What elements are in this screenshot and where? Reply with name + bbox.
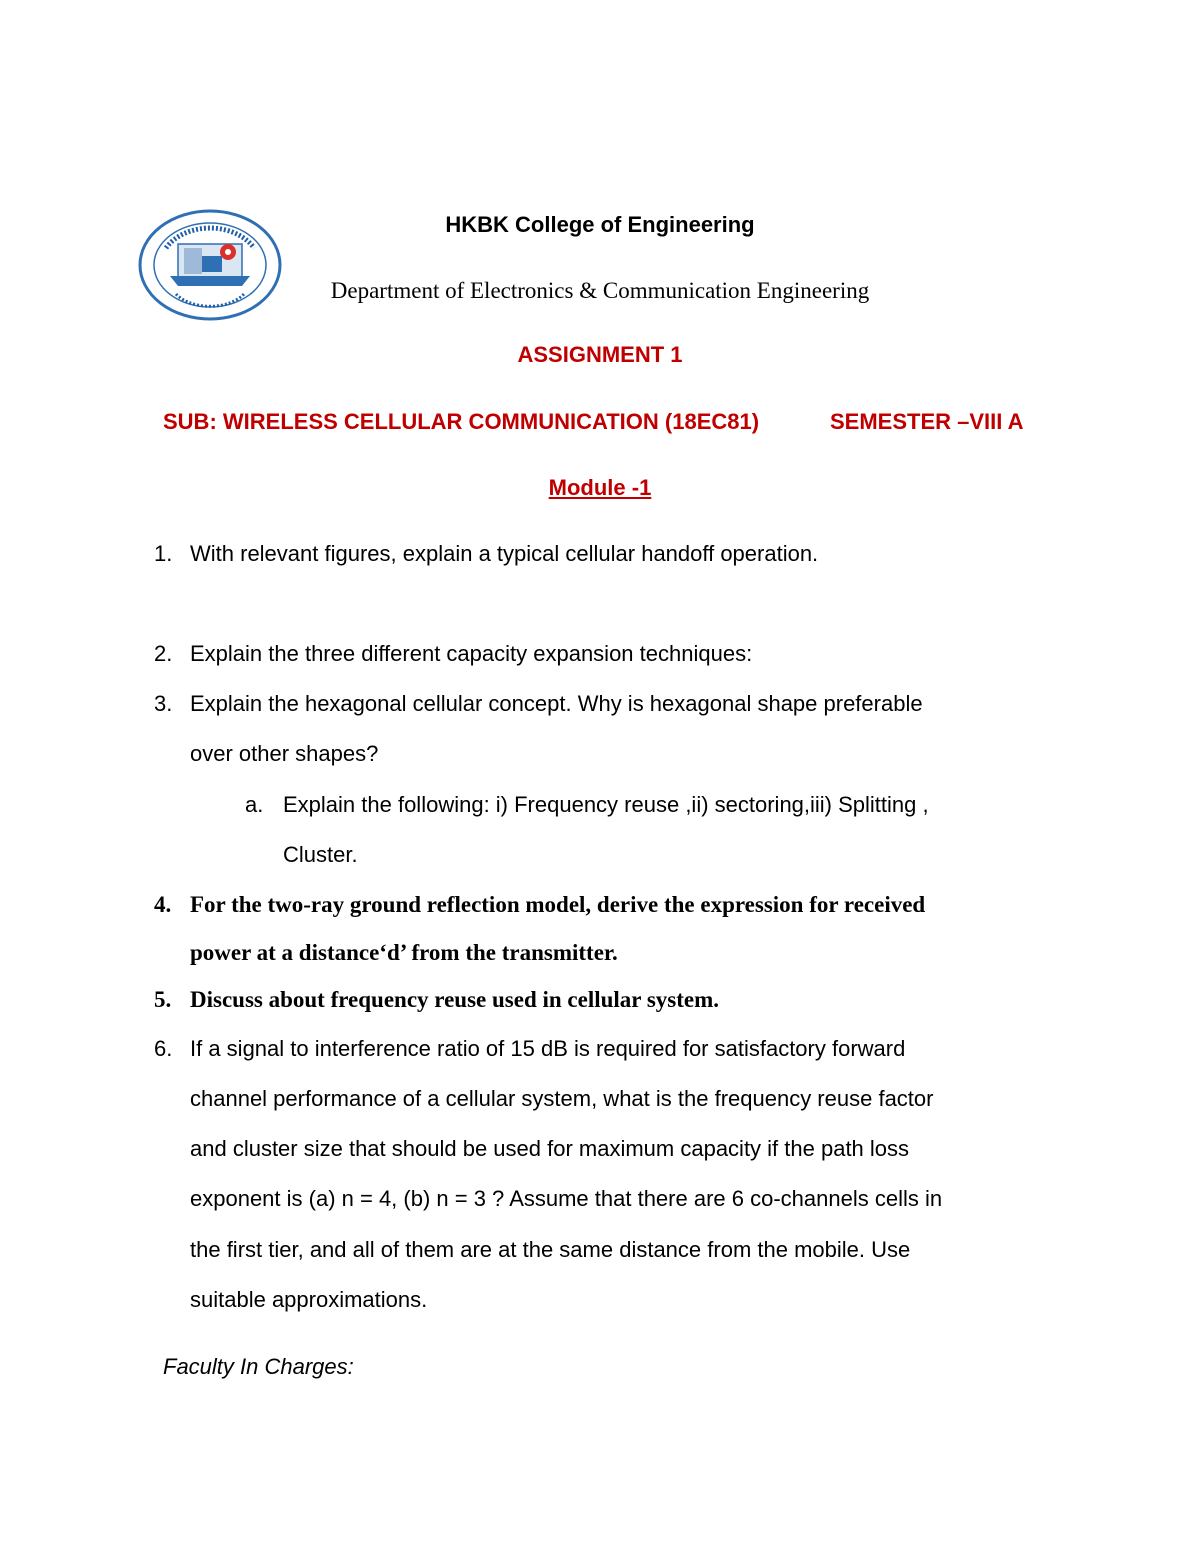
question-text-line: the first tier, and all of them are at the same distance from the mobile. Use	[190, 1237, 911, 1262]
question-number: 4.	[154, 892, 172, 917]
question-number: 5.	[154, 987, 172, 1012]
question-text-line: If a signal to interference ratio of 15 dB is required for satisfactory forward	[190, 1036, 906, 1061]
subject-line: SUB: WIRELESS CELLULAR COMMUNICATION (18EC81)	[163, 409, 760, 434]
question-number: 6.	[154, 1036, 173, 1061]
question-text-line: Explain the hexagonal cellular concept. Why is hexagonal shape preferable	[190, 691, 923, 716]
faculty-in-charges-label: Faculty In Charges:	[163, 1354, 354, 1379]
question-text-line: suitable approximations.	[190, 1287, 428, 1312]
question-text-line: over other shapes?	[190, 741, 379, 766]
question-number: 3.	[154, 691, 173, 716]
question-text-line: power at a distance‘d’ from the transmitter.	[190, 940, 618, 965]
assignment-title: ASSIGNMENT 1	[517, 342, 683, 367]
question-text-line: Explain the following: i) Frequency reuse ,ii) sectoring,iii) Splitting ,	[283, 792, 929, 817]
question-number: a.	[245, 792, 264, 817]
question-text-line: With relevant figures, explain a typical cellular handoff operation.	[190, 541, 819, 566]
question-number: 1.	[154, 541, 173, 566]
question-text-line: exponent is (a) n = 4, (b) n = 3 ? Assume that there are 6 co-channels cells in	[190, 1186, 943, 1211]
question-text-line: Cluster.	[283, 842, 358, 867]
question-text-line: For the two-ray ground reflection model, derive the expression for received	[190, 892, 926, 917]
semester-label: SEMESTER –VIII A	[830, 409, 1024, 434]
question-text-line: Discuss about frequency reuse used in cellular system.	[190, 987, 720, 1012]
question-text-line: Explain the three different capacity expansion techniques:	[190, 641, 753, 666]
module-heading: Module -1	[548, 475, 652, 500]
question-number: 2.	[154, 641, 173, 666]
college-name: HKBK College of Engineering	[445, 212, 755, 237]
department-name: Department of Electronics & Communication Engineering	[330, 278, 870, 303]
question-text-line: and cluster size that should be used for maximum capacity if the path loss	[190, 1136, 910, 1161]
question-text-line: channel performance of a cellular system, what is the frequency reuse factor	[190, 1086, 934, 1111]
